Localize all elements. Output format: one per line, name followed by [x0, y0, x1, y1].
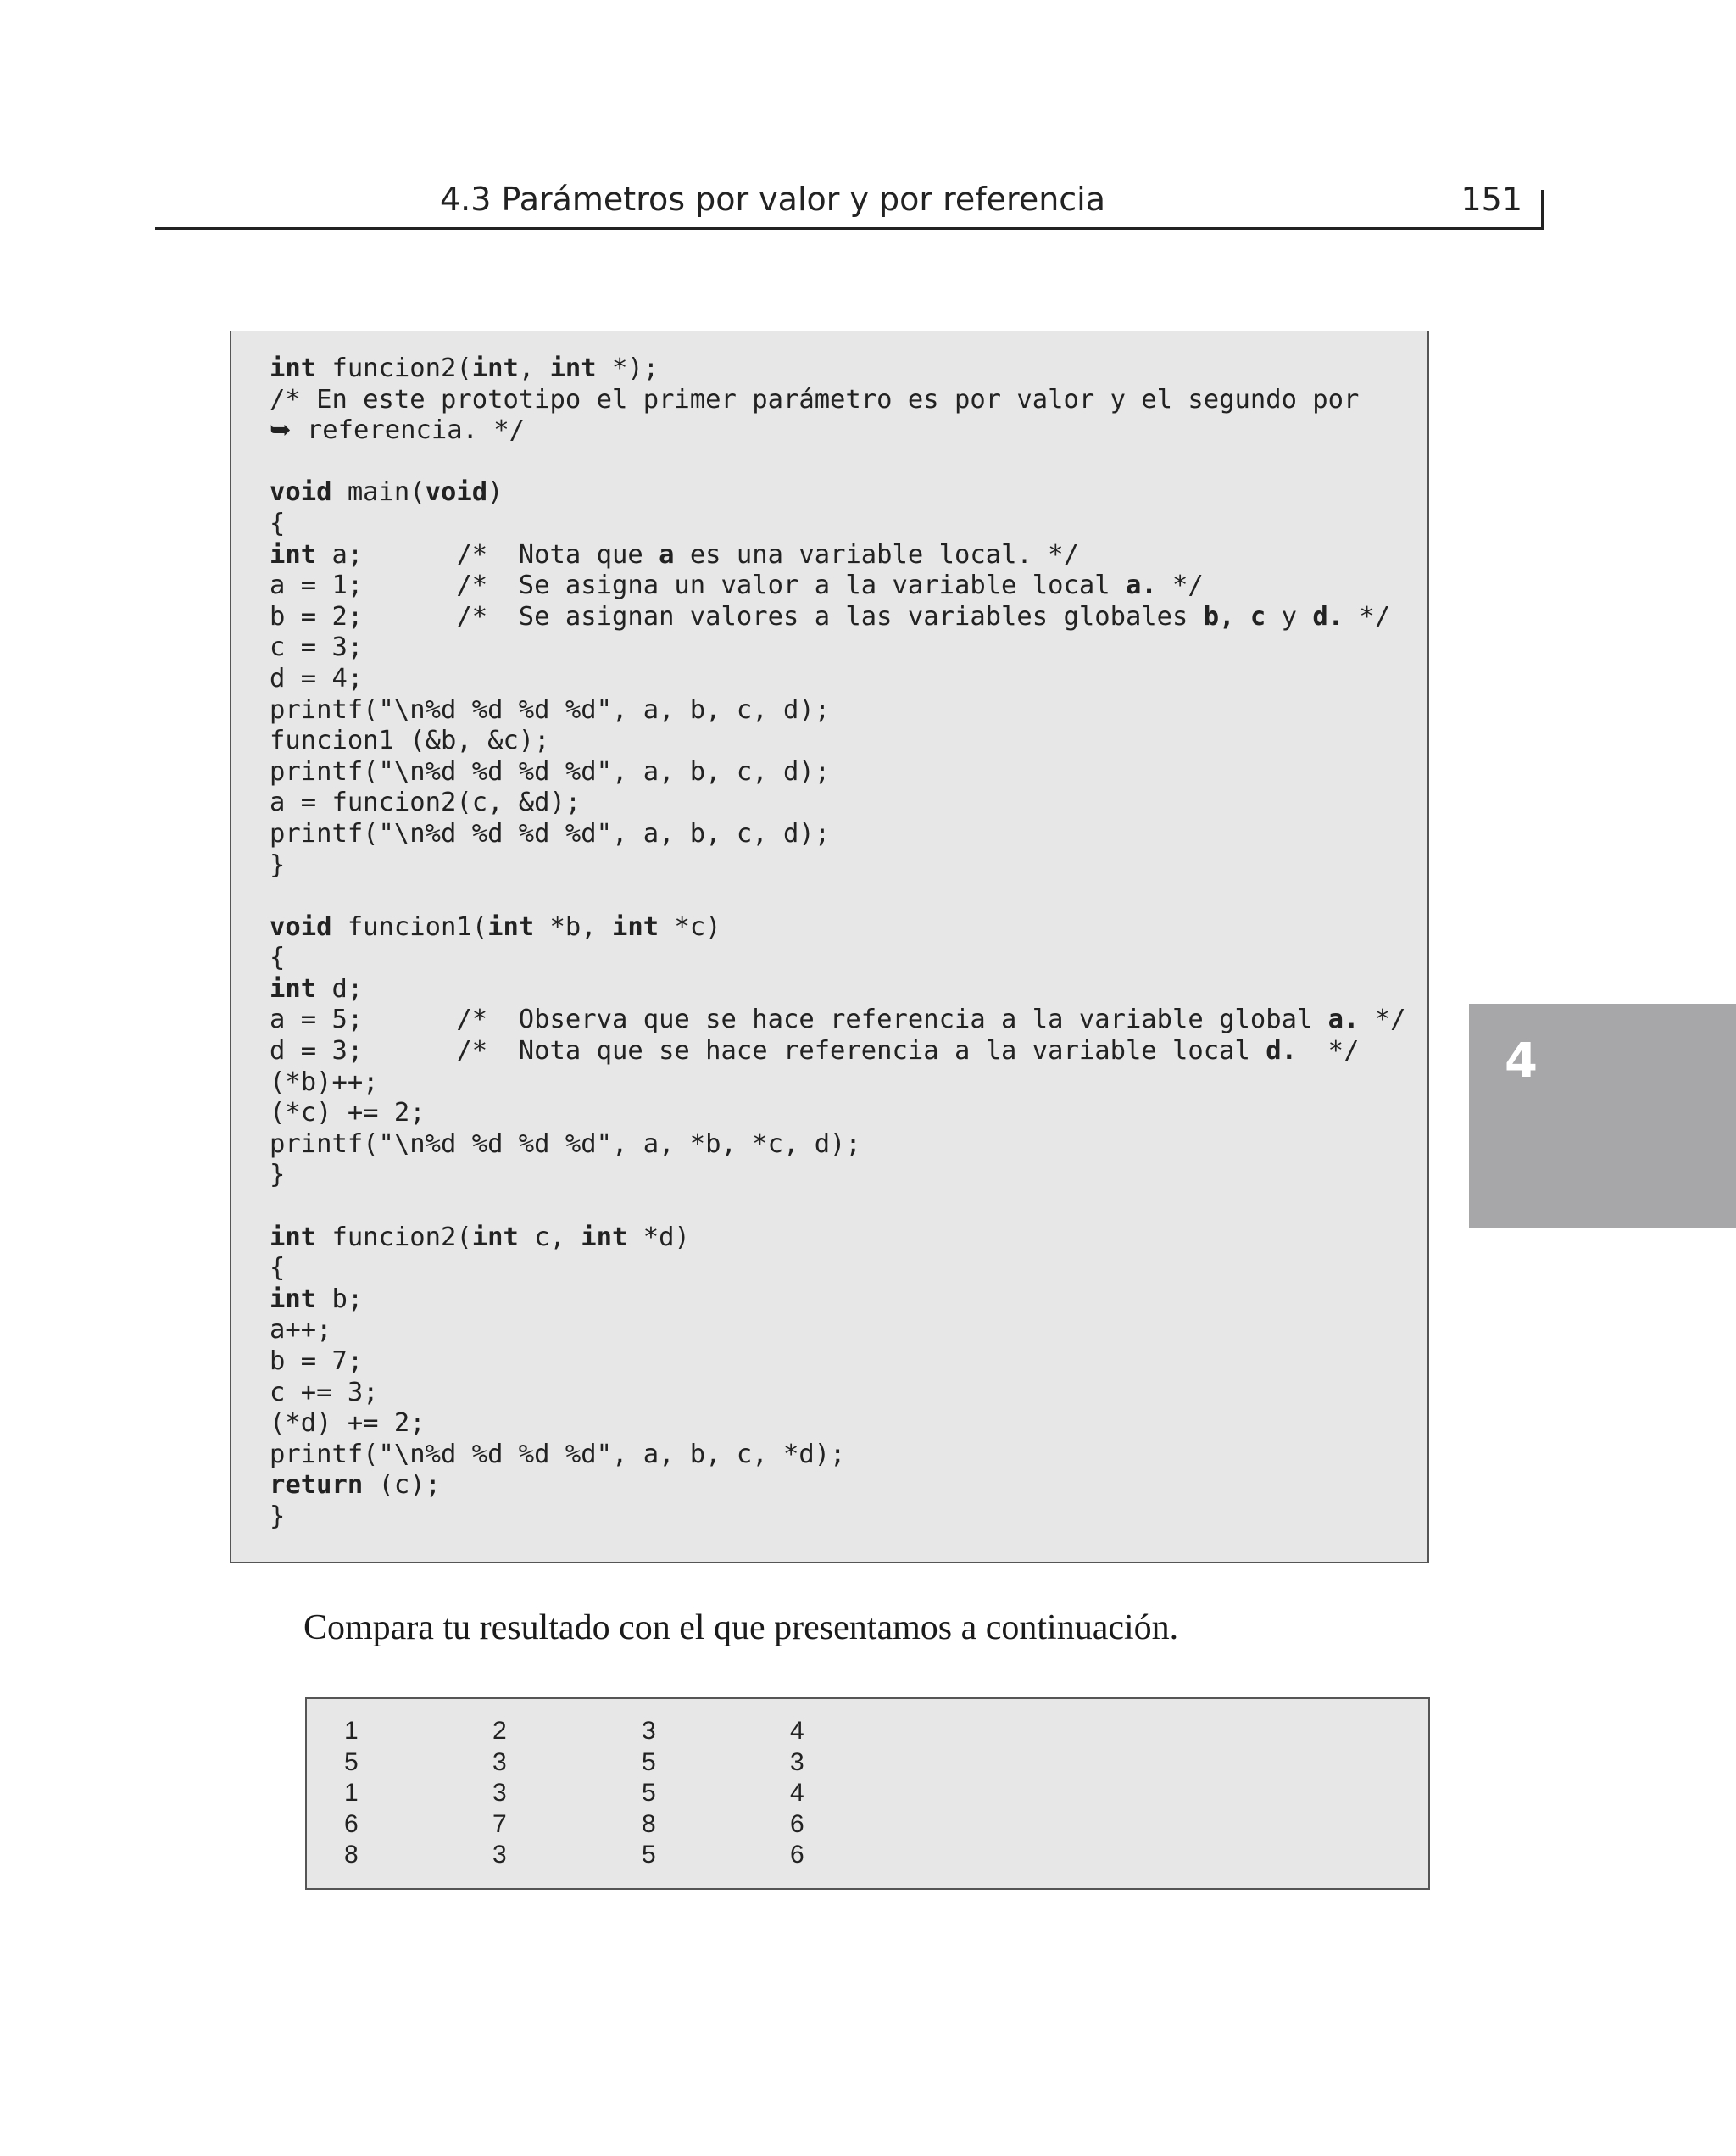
code-line	[270, 1098, 1405, 1129]
line-continuation-arrow-icon: ➥	[270, 415, 292, 446]
code-text: }	[270, 1501, 286, 1531]
code-keyword: int	[270, 973, 317, 1004]
output-value: 6	[790, 1809, 804, 1838]
header-rule	[155, 227, 1543, 230]
code-line	[270, 477, 1405, 509]
code-text: */	[1359, 1005, 1406, 1035]
output-value: 5	[642, 1841, 656, 1869]
code-text: printf("\n%d %d %d %d", a, b, c, *d);	[270, 1439, 846, 1469]
code-text: b = 2; /* Se asignan valores a las variables globales	[270, 601, 1204, 632]
output-row	[307, 1840, 1428, 1871]
output-value: 1	[344, 1717, 359, 1745]
code-line	[270, 1129, 1405, 1161]
code-text: printf("\n%d %d %d %d", a, *b, *c, d);	[270, 1128, 861, 1159]
code-line	[270, 1408, 1405, 1440]
code-text: /* En este prototipo el primer parámetro es por valor y el segundo por	[270, 384, 1360, 415]
output-value: 3	[492, 1779, 507, 1808]
output-value: 7	[492, 1809, 507, 1838]
code-text: b = 7;	[270, 1346, 364, 1376]
code-listing-box	[230, 331, 1429, 1563]
code-text: c = 3;	[270, 632, 364, 663]
output-value: 5	[642, 1747, 656, 1776]
code-keyword: int	[471, 354, 519, 383]
code-text: main(	[331, 477, 426, 508]
code-line	[270, 912, 1405, 944]
code-text: {	[270, 943, 286, 973]
code-text: c += 3;	[270, 1377, 379, 1407]
program-output-box	[305, 1697, 1430, 1890]
code-keyword: int	[270, 1222, 317, 1252]
code-line	[270, 664, 1405, 695]
output-value: 3	[492, 1841, 507, 1869]
code-text: (*c) += 2;	[270, 1098, 426, 1128]
code-text: ,	[518, 354, 550, 383]
chapter-number: 4	[1505, 1033, 1538, 1089]
code-keyword: int	[471, 1222, 519, 1252]
code-text: */	[1156, 571, 1204, 601]
code-text: printf("\n%d %d %d %d", a, b, c, d);	[270, 694, 831, 725]
code-text: printf("\n%d %d %d %d", a, b, c, d);	[270, 756, 831, 787]
code-text: funcion2(	[316, 354, 472, 383]
code-line	[270, 850, 1405, 882]
output-value: 5	[344, 1747, 359, 1776]
code-listing	[270, 354, 1405, 1533]
code-text: d = 4;	[270, 663, 364, 694]
code-keyword: int	[487, 911, 535, 942]
code-text: d;	[316, 973, 364, 1004]
code-line	[270, 509, 1405, 540]
code-keyword: int	[270, 354, 317, 383]
code-line	[270, 415, 1405, 447]
code-keyword: int	[612, 911, 659, 942]
output-value: 2	[492, 1717, 507, 1745]
code-text: */	[1296, 1036, 1360, 1067]
code-text: {	[270, 508, 286, 538]
code-text: printf("\n%d %d %d %d", a, b, c, d);	[270, 818, 831, 849]
code-line	[270, 1036, 1405, 1067]
code-line	[270, 1346, 1405, 1378]
code-text: {	[270, 1253, 286, 1284]
output-value: 1	[344, 1779, 359, 1808]
output-row	[307, 1809, 1428, 1841]
code-line	[270, 540, 1405, 571]
code-text: )	[487, 477, 504, 508]
code-line	[270, 726, 1405, 757]
code-line	[270, 974, 1405, 1006]
code-line	[270, 695, 1405, 727]
output-value: 5	[642, 1779, 656, 1808]
code-text: a; /* Nota que	[316, 539, 659, 570]
code-text: *c)	[659, 911, 721, 942]
code-line	[270, 602, 1405, 633]
code-keyword: a.	[1327, 1005, 1360, 1035]
chapter-thumb-tab	[1469, 1004, 1736, 1228]
body-paragraph: Compara tu resultado con el que presentamos a continuación.	[303, 1608, 1179, 1647]
output-value: 6	[790, 1841, 804, 1869]
code-keyword: void	[270, 911, 332, 942]
code-keyword: void	[270, 477, 332, 508]
code-line	[270, 385, 1405, 416]
code-line	[270, 354, 1405, 385]
header-rule-tick	[1541, 190, 1544, 230]
code-text: es una variable local. */	[674, 539, 1079, 570]
code-line	[270, 447, 1405, 478]
code-keyword: d.	[1312, 601, 1344, 632]
output-row	[307, 1747, 1428, 1779]
code-text: referencia. */	[291, 415, 526, 446]
code-text: funcion2(	[316, 1222, 472, 1252]
code-text: funcion1 (&b, &c);	[270, 726, 550, 756]
code-line	[270, 571, 1405, 602]
output-value: 3	[642, 1717, 656, 1745]
code-line	[270, 1501, 1405, 1533]
running-header	[155, 178, 1543, 229]
code-line	[270, 1253, 1405, 1284]
code-line	[270, 1378, 1405, 1409]
code-text: *);	[596, 354, 659, 383]
code-keyword: int	[581, 1222, 628, 1252]
output-row	[307, 1716, 1428, 1747]
code-keyword: int	[270, 1284, 317, 1314]
code-text: */	[1344, 601, 1391, 632]
output-value: 8	[642, 1809, 656, 1838]
code-text: }	[270, 850, 286, 880]
code-text: (*b)++;	[270, 1067, 379, 1097]
code-keyword: b, c	[1203, 601, 1266, 632]
code-line	[270, 1160, 1405, 1191]
output-value: 6	[344, 1809, 359, 1838]
code-text: c,	[518, 1222, 581, 1252]
output-row	[307, 1778, 1428, 1809]
code-line	[270, 1005, 1405, 1036]
code-line	[270, 1470, 1405, 1501]
code-text: a++;	[270, 1315, 332, 1345]
code-line	[270, 1223, 1405, 1254]
code-line	[270, 1284, 1405, 1316]
code-line	[270, 819, 1405, 850]
code-text: *d)	[627, 1222, 690, 1252]
code-keyword: void	[425, 477, 488, 508]
code-text: (*d) += 2;	[270, 1408, 426, 1439]
output-value: 4	[790, 1717, 804, 1745]
page-number: 151	[1461, 181, 1522, 218]
code-text: a = 1; /* Se asigna un valor a la variable local	[270, 571, 1126, 601]
code-line	[270, 632, 1405, 664]
code-line	[270, 1315, 1405, 1346]
output-value: 3	[492, 1747, 507, 1776]
code-keyword: a	[659, 539, 675, 570]
code-line	[270, 757, 1405, 788]
code-text: d = 3; /* Nota que se hace referencia a la variable local	[270, 1036, 1266, 1067]
code-keyword: int	[270, 539, 317, 570]
code-text: y	[1266, 601, 1313, 632]
code-text: a = 5; /* Observa que se hace referencia a la variable global	[270, 1005, 1328, 1035]
code-text: b;	[316, 1284, 364, 1314]
code-keyword: int	[549, 354, 597, 383]
output-value: 4	[790, 1779, 804, 1808]
code-text: (c);	[363, 1470, 442, 1501]
code-text: a = funcion2(c, &d);	[270, 788, 581, 818]
section-title: 4.3 Parámetros por valor y por referencia	[439, 181, 1106, 218]
code-text: funcion1(	[331, 911, 488, 942]
code-line	[270, 1440, 1405, 1471]
code-line	[270, 943, 1405, 974]
code-line	[270, 1191, 1405, 1223]
code-line	[270, 881, 1405, 912]
output-value: 8	[344, 1841, 359, 1869]
output-value: 3	[790, 1747, 804, 1776]
code-text: *b,	[534, 911, 613, 942]
code-keyword: d.	[1266, 1036, 1297, 1067]
code-keyword: return	[270, 1470, 364, 1501]
code-line	[270, 788, 1405, 819]
code-line	[270, 1067, 1405, 1099]
code-keyword: a.	[1125, 571, 1157, 601]
code-text: }	[270, 1160, 286, 1190]
